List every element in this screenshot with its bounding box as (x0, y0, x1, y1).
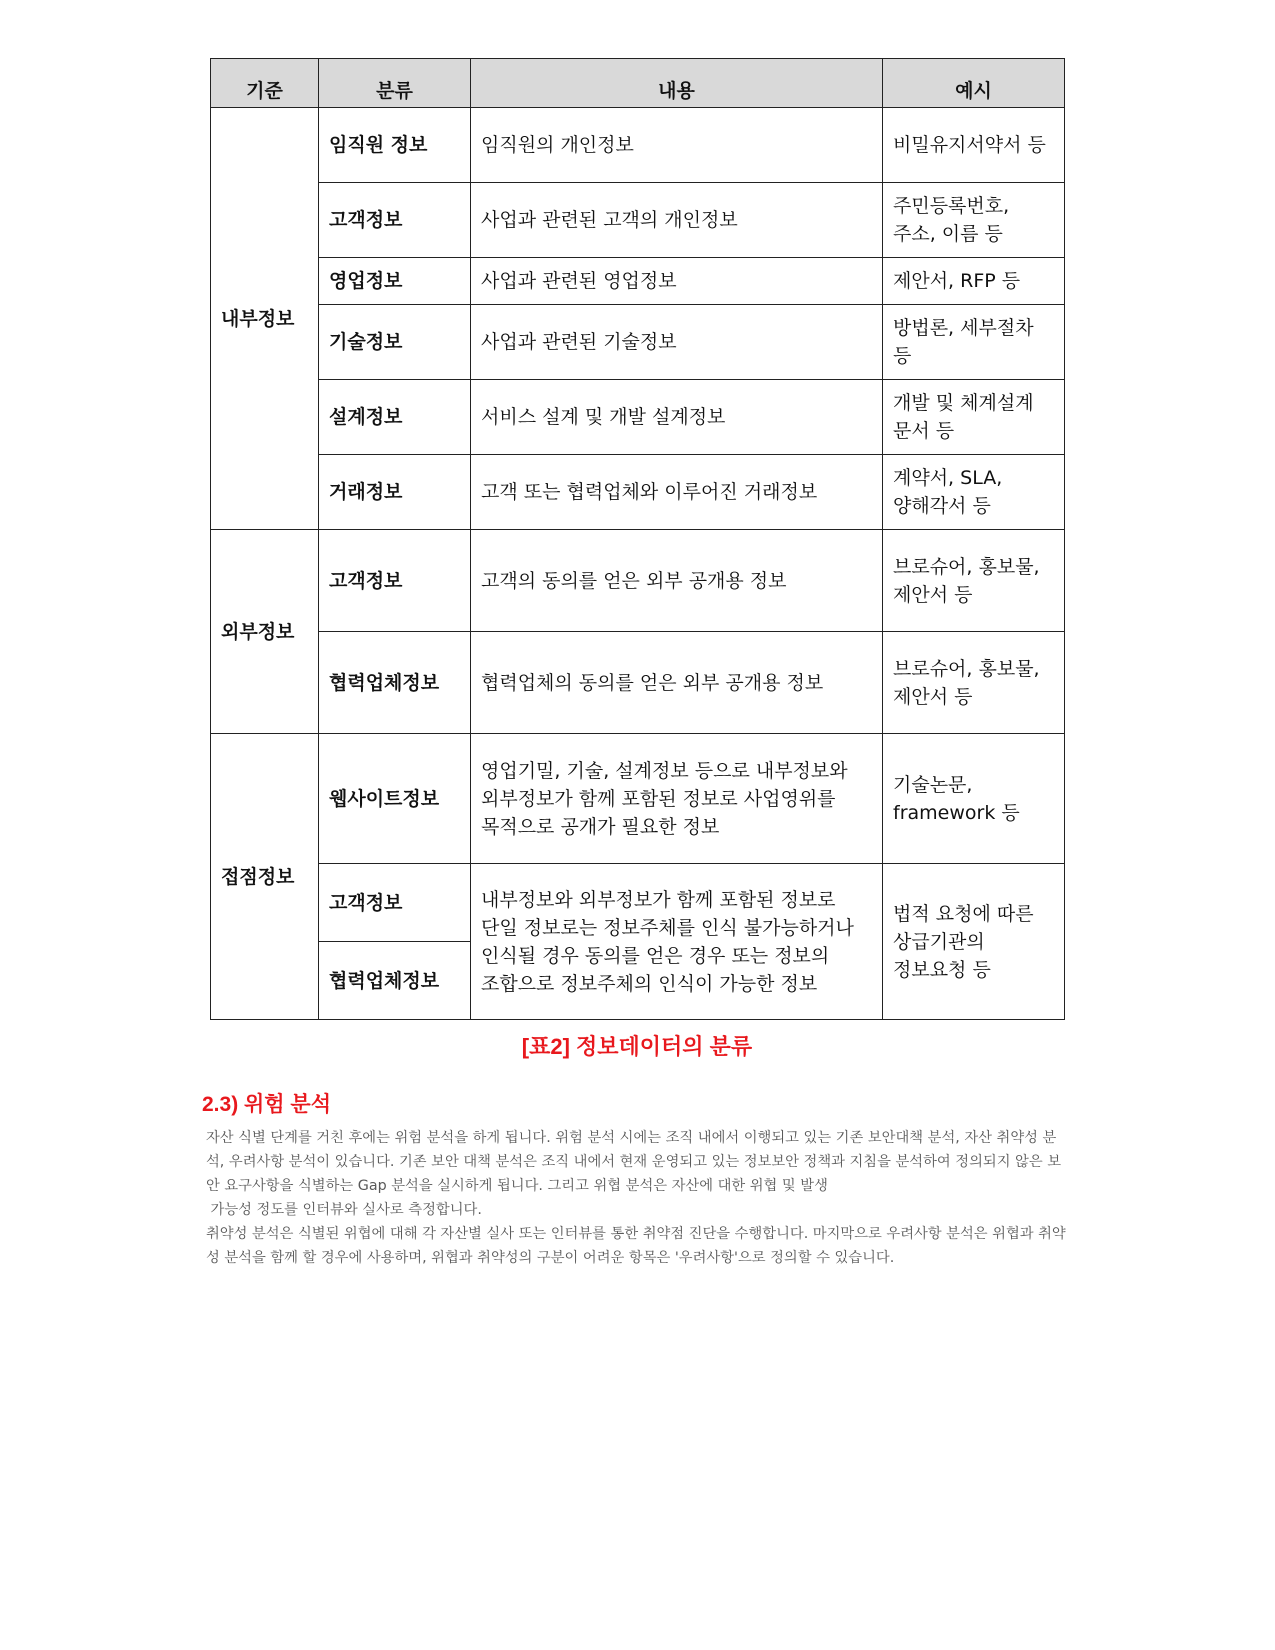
content-cell: 내부정보와 외부정보가 함께 포함된 정보로 단일 정보로는 정보주체를 인식 불가능하거나 인식될 경우 동의를 얻은 경우 또는 정보의 조합으로 정보주체의 인식이 가능한 정보 (471, 864, 883, 1020)
example-cell: 브로슈어, 홍보물, 제안서 등 (883, 632, 1065, 734)
example-cell: 주민등록번호, 주소, 이름 등 (883, 183, 1065, 258)
table-row (211, 455, 1065, 530)
section-body (206, 1126, 1066, 1270)
category-cell: 협력업체정보 (319, 942, 471, 1020)
info-classification-table (210, 58, 1065, 1020)
category-cell: 설계정보 (319, 380, 471, 455)
header-example: 예시 (883, 59, 1065, 108)
category-cell: 협력업체정보 (319, 632, 471, 734)
category-cell: 고객정보 (319, 183, 471, 258)
table-row (211, 380, 1065, 455)
content-cell: 영업기밀, 기술, 설계정보 등으로 내부정보와 외부정보가 함께 포함된 정보로 사업영위를 목적으로 공개가 필요한 정보 (471, 734, 883, 864)
example-cell: 계약서, SLA, 양해각서 등 (883, 455, 1065, 530)
content-cell: 협력업체의 동의를 얻은 외부 공개용 정보 (471, 632, 883, 734)
content-cell: 사업과 관련된 고객의 개인정보 (471, 183, 883, 258)
category-cell: 고객정보 (319, 530, 471, 632)
table-row (211, 530, 1065, 632)
table-row (211, 864, 1065, 942)
table-header-row (211, 59, 1065, 108)
header-category: 분류 (319, 59, 471, 108)
criterion-cell: 접점정보 (211, 734, 319, 1020)
example-cell: 법적 요청에 따른 상급기관의 정보요청 등 (883, 864, 1065, 1020)
header-content: 내용 (471, 59, 883, 108)
paragraph: 취약성 분석은 식별된 위협에 대해 각 자산별 실사 또는 인터뷰를 통한 취약점 진단을 수행합니다. 마지막으로 우려사항 분석은 위협과 취약성 분석을 함께 할 경우에 사용하며, 위협과 취약성의 구분이 어려운 항목은 '우려사항'으로 정의할 수 있습니다. (206, 1226, 1066, 1266)
example-cell: 기술논문, framework 등 (883, 734, 1065, 864)
paragraph: 자산 식별 단계를 거친 후에는 위험 분석을 하게 됩니다. 위험 분석 시에는 조직 내에서 이행되고 있는 기존 보안대책 분석, 자산 취약성 분석, 우려사항 분석이 있습니다. 기존 보안 대책 분석은 조직 내에서 현재 운영되고 있는 정보보안 정책과 지침을 분석하여 정의되지 않은 보안 요구사항을 식별하는 Gap 분석을 실시하게 됩니다. 그리고 위협 분석은 자산에 대한 위협 및 발생 (206, 1130, 1062, 1194)
table-row (211, 258, 1065, 305)
table-caption: [표2] 정보데이터의 분류 (521, 1034, 753, 1059)
table-row (211, 734, 1065, 864)
section-heading: 2.3) 위험 분석 (202, 1093, 331, 1116)
category-cell: 웹사이트정보 (319, 734, 471, 864)
content-cell: 서비스 설계 및 개발 설계정보 (471, 380, 883, 455)
content-cell: 임직원의 개인정보 (471, 108, 883, 183)
example-cell: 개발 및 체계설계 문서 등 (883, 380, 1065, 455)
criterion-cell: 내부정보 (211, 108, 319, 530)
example-cell: 방법론, 세부절차 등 (883, 305, 1065, 380)
table-row (211, 108, 1065, 183)
category-cell: 고객정보 (319, 864, 471, 942)
content-cell: 사업과 관련된 영업정보 (471, 258, 883, 305)
content-cell: 사업과 관련된 기술정보 (471, 305, 883, 380)
table-row (211, 632, 1065, 734)
category-cell: 기술정보 (319, 305, 471, 380)
category-cell: 임직원 정보 (319, 108, 471, 183)
criterion-cell: 외부정보 (211, 530, 319, 734)
example-cell: 브로슈어, 홍보물, 제안서 등 (883, 530, 1065, 632)
example-cell: 비밀유지서약서 등 (883, 108, 1065, 183)
content-cell: 고객의 동의를 얻은 외부 공개용 정보 (471, 530, 883, 632)
header-criterion: 기준 (211, 59, 319, 108)
category-cell: 거래정보 (319, 455, 471, 530)
category-cell: 영업정보 (319, 258, 471, 305)
paragraph: 가능성 정도를 인터뷰와 실사로 측정합니다. (206, 1202, 482, 1218)
content-cell: 고객 또는 협력업체와 이루어진 거래정보 (471, 455, 883, 530)
table-row (211, 183, 1065, 258)
example-cell: 제안서, RFP 등 (883, 258, 1065, 305)
table-row (211, 305, 1065, 380)
